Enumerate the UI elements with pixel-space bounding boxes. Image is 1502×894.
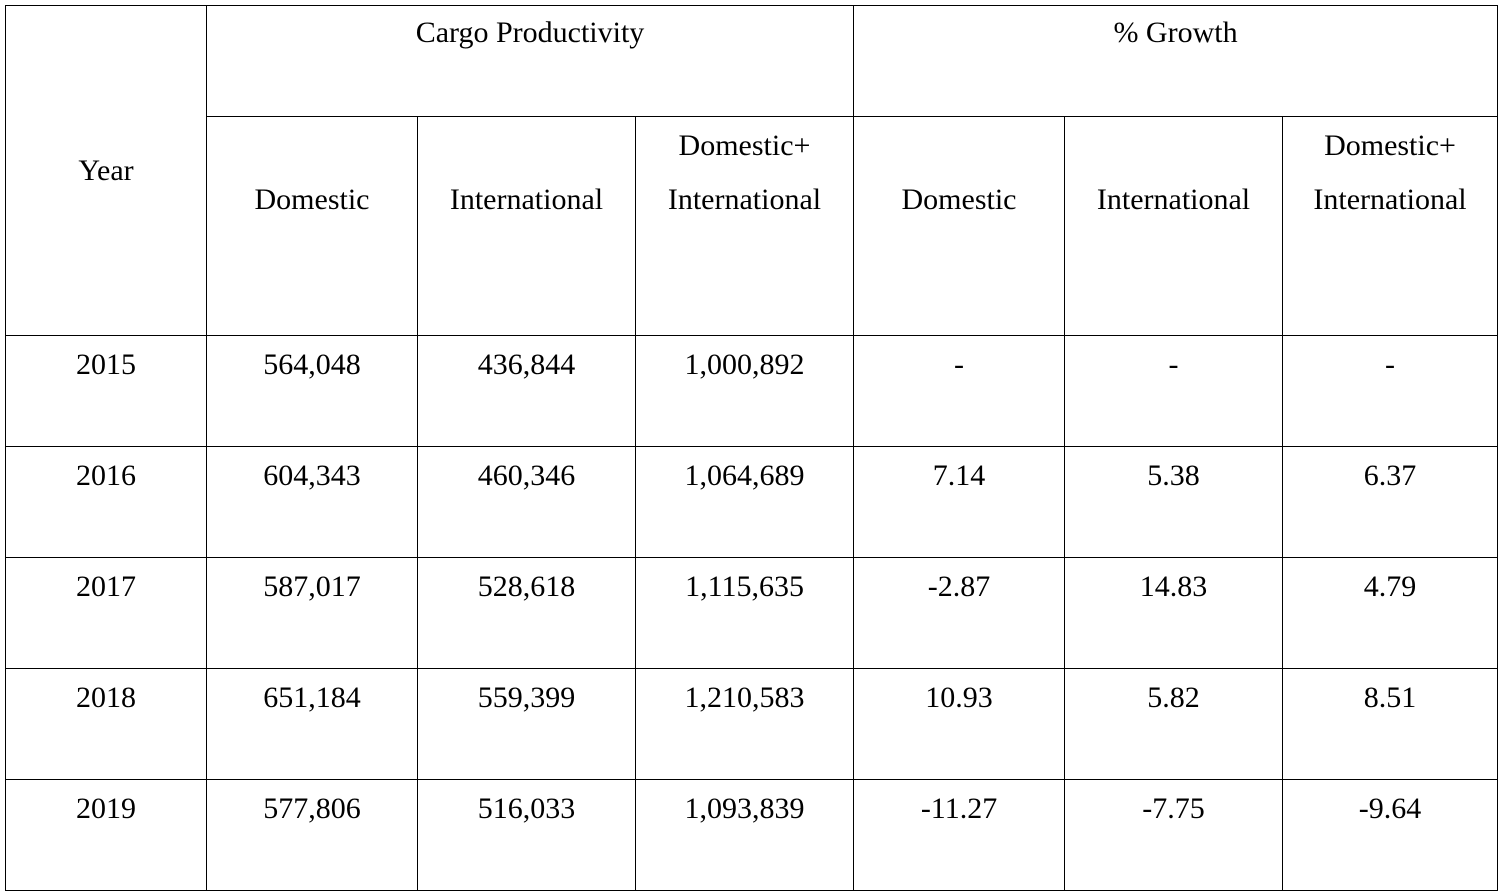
- cell-domestic: [207, 669, 418, 780]
- cell-year-value: 2019: [76, 792, 136, 825]
- table-row: [6, 558, 1498, 669]
- cell-growth-international: [1065, 780, 1283, 891]
- header-row-groups: [6, 6, 1498, 117]
- cell-international: [418, 558, 636, 669]
- cell-growth-domestic-value: 7.14: [932, 459, 986, 492]
- cargo-productivity-table: [5, 5, 1498, 891]
- table-row: [6, 336, 1498, 447]
- header-cargo-total-line1: Domestic+: [678, 129, 811, 162]
- cell-growth-domestic: [854, 669, 1065, 780]
- cell-growth-international-value: -: [1168, 348, 1179, 381]
- cell-growth-domestic: [854, 558, 1065, 669]
- cell-year: [6, 669, 207, 780]
- cell-total-value: 1,210,583: [684, 681, 805, 714]
- header-growth-international-label: International: [1096, 183, 1251, 216]
- header-cargo-productivity: [207, 6, 854, 117]
- table-row: [6, 780, 1498, 891]
- header-growth: [854, 6, 1498, 117]
- cell-total-value: 1,093,839: [684, 792, 805, 825]
- cell-growth-international-value: 14.83: [1139, 570, 1208, 603]
- cell-growth-international-value: -7.75: [1142, 792, 1205, 825]
- header-cargo-international: [418, 117, 636, 336]
- cell-year-value: 2017: [76, 570, 136, 603]
- cell-growth-international: [1065, 558, 1283, 669]
- cell-total: [636, 669, 854, 780]
- cell-growth-domestic-value: -11.27: [920, 792, 998, 825]
- cell-international: [418, 447, 636, 558]
- table-row: [6, 447, 1498, 558]
- cell-growth-international: [1065, 447, 1283, 558]
- cell-growth-total: [1283, 669, 1498, 780]
- cell-growth-total: [1283, 447, 1498, 558]
- cell-year-value: 2015: [76, 348, 136, 381]
- cell-growth-total: [1283, 336, 1498, 447]
- header-growth-label: % Growth: [1113, 16, 1238, 49]
- header-cargo-total-line2: International: [667, 183, 822, 216]
- cell-growth-total-value: -9.64: [1358, 792, 1422, 825]
- cell-year: [6, 558, 207, 669]
- cell-domestic: [207, 336, 418, 447]
- cell-growth-domestic: [854, 336, 1065, 447]
- cell-year: [6, 447, 207, 558]
- cell-growth-international-value: 5.82: [1147, 681, 1200, 714]
- cell-growth-domestic-value: -2.87: [927, 570, 991, 603]
- header-year-label: Year: [78, 153, 134, 187]
- header-cargo-total-label: [636, 117, 853, 227]
- header-growth-international: [1065, 117, 1283, 336]
- cell-growth-international: [1065, 669, 1283, 780]
- header-growth-total-label: [1283, 117, 1497, 227]
- cell-domestic-value: 587,017: [263, 570, 361, 603]
- header-cargo-total: [636, 117, 854, 336]
- cell-growth-total: [1283, 558, 1498, 669]
- cell-total: [636, 447, 854, 558]
- cell-international: [418, 780, 636, 891]
- header-growth-total-line2: International: [1313, 183, 1467, 216]
- cell-growth-total-value: 8.51: [1363, 681, 1417, 714]
- cell-growth-domestic: [854, 780, 1065, 891]
- cell-total: [636, 336, 854, 447]
- cell-year-value: 2016: [76, 459, 136, 492]
- cell-growth-domestic-value: 10.93: [925, 681, 993, 714]
- header-cargo-international-label: International: [449, 183, 604, 216]
- cell-year-value: 2018: [76, 681, 136, 714]
- header-growth-total: [1283, 117, 1498, 336]
- cell-total-value: 1,115,635: [685, 570, 804, 603]
- cell-growth-total-value: 4.79: [1363, 570, 1417, 603]
- cell-international-value: 460,346: [477, 459, 576, 492]
- cell-international-value: 436,844: [477, 348, 576, 381]
- cell-domestic-value: 577,806: [263, 792, 361, 825]
- cell-international-value: 516,033: [477, 792, 576, 825]
- cell-year: [6, 780, 207, 891]
- header-year: [6, 6, 207, 336]
- header-cargo-domestic-label: Domestic: [254, 183, 370, 216]
- cell-total: [636, 780, 854, 891]
- header-growth-total-line1: Domestic+: [1324, 129, 1456, 162]
- cell-growth-domestic: [854, 447, 1065, 558]
- cell-growth-total-value: 6.37: [1363, 459, 1417, 492]
- cell-total-value: 1,064,689: [684, 459, 805, 492]
- header-growth-domestic: [854, 117, 1065, 336]
- cell-domestic: [207, 447, 418, 558]
- cell-international: [418, 336, 636, 447]
- cell-growth-total-value: -: [1385, 348, 1396, 381]
- cell-year: [6, 336, 207, 447]
- cell-international-value: 559,399: [477, 681, 576, 714]
- header-growth-domestic-label: Domestic: [901, 183, 1017, 216]
- cell-growth-international-value: 5.38: [1147, 459, 1200, 492]
- cell-domestic-value: 564,048: [263, 348, 361, 381]
- cell-international: [418, 669, 636, 780]
- header-cargo-productivity-label: Cargo Productivity: [415, 16, 645, 49]
- cell-domestic: [207, 558, 418, 669]
- cell-growth-international: [1065, 336, 1283, 447]
- cell-domestic-value: 651,184: [263, 681, 361, 714]
- cell-total: [636, 558, 854, 669]
- header-row-subcolumns: [6, 117, 1498, 336]
- cell-domestic-value: 604,343: [263, 459, 361, 492]
- cell-growth-total: [1283, 780, 1498, 891]
- cell-growth-domestic-value: -: [954, 348, 965, 381]
- cell-domestic: [207, 780, 418, 891]
- table-row: [6, 669, 1498, 780]
- cell-total-value: 1,000,892: [684, 348, 805, 381]
- cell-international-value: 528,618: [477, 570, 576, 603]
- header-cargo-domestic: [207, 117, 418, 336]
